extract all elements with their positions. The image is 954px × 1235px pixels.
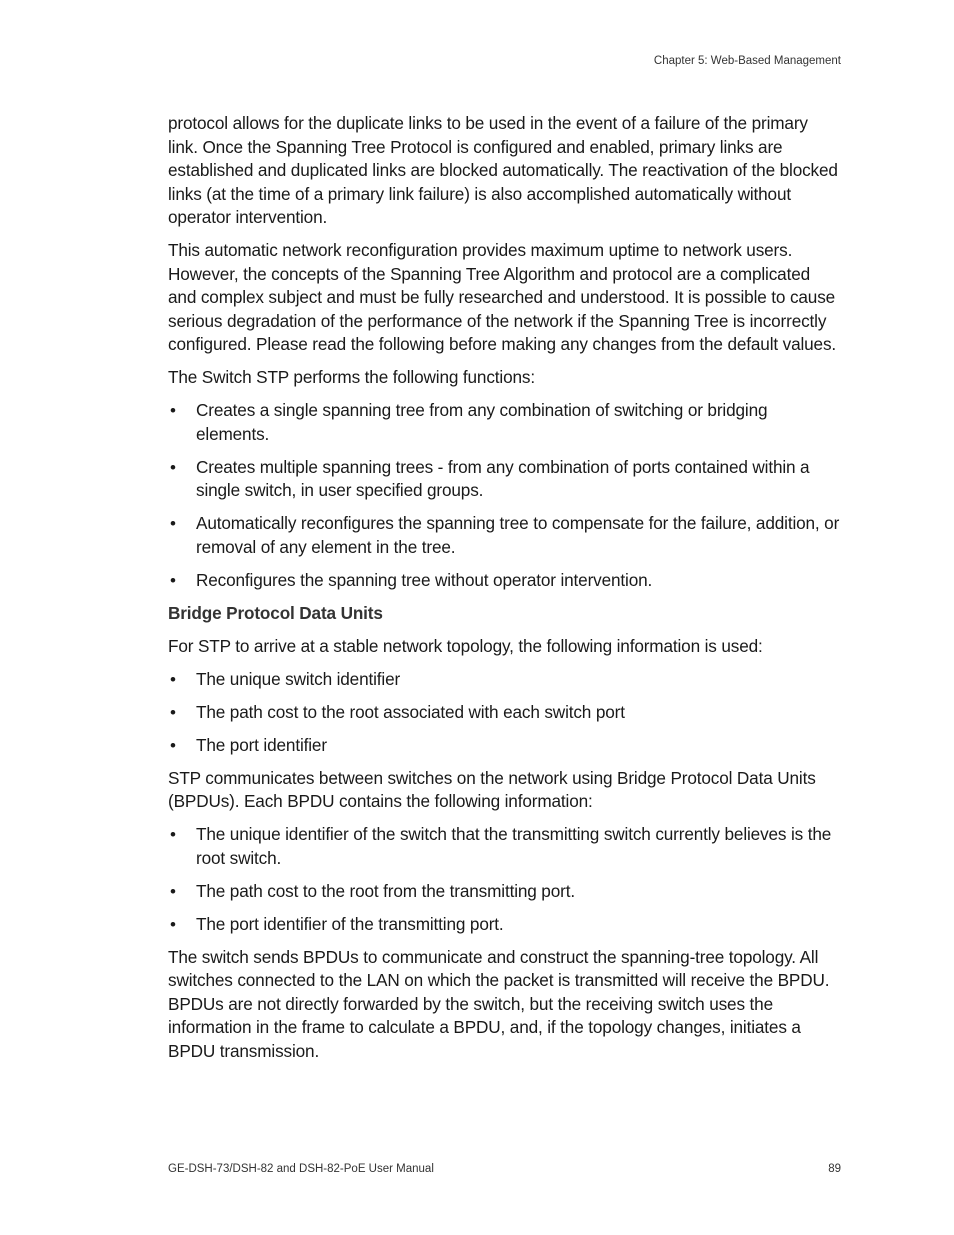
list-item: [168, 701, 840, 725]
stp-functions-list: [168, 399, 840, 592]
bpdu-contents-list: [168, 823, 840, 936]
list-item-text: The port identifier of the transmitting port.: [196, 913, 504, 934]
list-item-text: The unique switch identifier: [196, 668, 401, 689]
bullet-icon: •: [170, 514, 176, 533]
bullet-icon: •: [170, 401, 176, 420]
bullet-icon: •: [170, 914, 176, 934]
list-item: [168, 880, 840, 904]
body-paragraph: This automatic network reconfiguration provides maximum uptime to network users. However, the concepts of the Spanning Tree Algorithm and protocol are a complicated and complex subject and must be fully researched and understood. It is possible to cause serious degradation of the performance of the network if the Spanning Tree is incorrectly configured. Please read the following before making any changes from the default values.: [168, 240, 837, 354]
body-paragraph: The switch sends BPDUs to communicate and construct the spanning-tree topology. All switches connected to the LAN on which the packet is transmitted will receive the BPDU. BPDUs are not directly forwarded by the switch, but the receiving switch uses the information in the frame to calculate a BPDU, and, if the topology changes, initiates a BPDU transmission.: [168, 946, 830, 1061]
list-item: [168, 399, 840, 446]
section-heading: Bridge Protocol Data Units: [168, 602, 383, 623]
list-item-text: The path cost to the root from the transmitting port.: [196, 880, 575, 901]
stp-info-list: [168, 668, 840, 758]
bullet-icon: •: [170, 702, 176, 722]
list-item-text: Creates multiple spanning trees - from any combination of ports contained within a single switch, in user specified groups.: [196, 456, 810, 500]
list-item-text: Automatically reconfigures the spanning tree to compensate for the failure, addition, or removal of any element in the tree.: [196, 513, 840, 557]
bullet-icon: •: [170, 881, 176, 901]
bullet-icon: •: [170, 669, 176, 689]
list-item: [168, 512, 840, 559]
list-item: [168, 734, 840, 758]
footer-manual-title: GE-DSH-73/DSH-82 and DSH-82-PoE User Manual: [168, 1163, 434, 1175]
list-item: [168, 569, 840, 593]
body-paragraph: For STP to arrive at a stable network topology, the following information is used:: [168, 635, 763, 656]
list-item: [168, 668, 840, 692]
list-item-text: Reconfigures the spanning tree without operator intervention.: [196, 569, 653, 590]
list-item-text: Creates a single spanning tree from any combination of switching or bridging elements.: [196, 400, 768, 444]
list-item-text: The path cost to the root associated with each switch port: [196, 701, 625, 722]
list-item: [168, 456, 840, 503]
list-item: [168, 913, 840, 937]
list-item-text: The unique identifier of the switch that the transmitting switch currently believes is the root switch.: [196, 824, 832, 868]
footer-page-number: 89: [828, 1163, 841, 1175]
bullet-icon: •: [170, 570, 176, 590]
body-paragraph: STP communicates between switches on the network using Bridge Protocol Data Units (BPDUs). Each BPDU contains the following information:: [168, 767, 816, 811]
page-body: [168, 112, 840, 1073]
body-paragraph: The Switch STP performs the following functions:: [168, 367, 535, 387]
bullet-icon: •: [170, 457, 176, 477]
running-header: Chapter 5: Web-Based Management: [653, 55, 841, 67]
bullet-icon: •: [170, 735, 176, 755]
list-item-text: The port identifier: [196, 734, 327, 755]
bullet-icon: •: [170, 825, 176, 844]
body-paragraph: protocol allows for the duplicate links to be used in the event of a failure of the primary link. Once the Spanning Tree Protocol is configured and enabled, primary links are established and duplicated links are blocked automatically. The reactivation of the blocked links (at the time of a primary link failure) is also accomplished automatically without operator intervention.: [168, 113, 838, 227]
list-item: [168, 823, 840, 870]
